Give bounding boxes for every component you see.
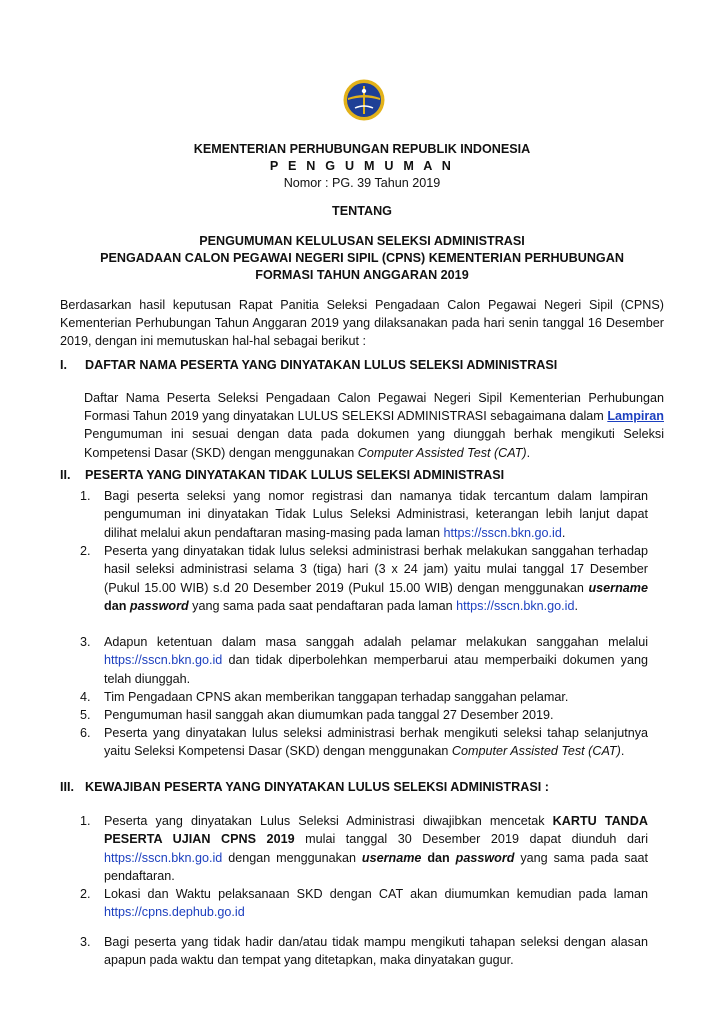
sscn-link[interactable]: https://sscn.bkn.go.id [104, 850, 223, 865]
body-italic-text: Computer Assisted Test (CAT) [451, 744, 621, 759]
about-label: TENTANG [332, 204, 392, 218]
kemenhub-emblem-icon [342, 78, 386, 122]
item-number: 4. [80, 690, 91, 704]
username-text: username [588, 580, 648, 595]
body-text: . [526, 445, 531, 460]
username-text: username [361, 850, 422, 865]
item-number: 3. [80, 935, 91, 949]
password-text: password [455, 850, 515, 865]
item-number: 1. [80, 489, 91, 503]
body-text: . [561, 525, 566, 540]
body-text: Daftar Nama Peserta Seleksi Pengadaan Calon Pegawai Negeri Sipil Kementerian Perhubungan Formasi Tahun 2019 yang dinyatakan LULUS SELEKSI ADMINISTRASI sebagaimana dalam [84, 391, 664, 424]
item-text: Pengumuman hasil sanggah akan diumumkan pada tanggal 27 Desember 2019. [104, 708, 554, 722]
item-text: Bagi peserta yang tidak hadir dan/atau tidak mampu mengikuti tahapan seleksi dengan alasan apapun pada waktu dan tempat yang ditetapkan, maka dinyatakan gugur. [104, 935, 648, 968]
item-text [104, 633, 648, 688]
item-text: Tim Pengadaan CPNS akan memberikan tanggapan terhadap sanggahan pelamar. [104, 690, 569, 704]
body-text: Pengumuman ini sesuai dengan data pada dokumen yang diunggah berhak mengikuti Seleksi Kompetensi Dasar (SKD) dengan menggunakan [84, 427, 664, 460]
and-text: dan [104, 598, 130, 613]
password-text: password [129, 598, 189, 613]
item-text [104, 542, 648, 615]
sscn-link[interactable]: https://sscn.bkn.go.id [104, 653, 223, 668]
sscn-link[interactable]: https://sscn.bkn.go.id [456, 598, 575, 613]
doc-title-line-3: FORMASI TAHUN ANGGARAN 2019 [255, 268, 469, 282]
body-text: mulai tanggal 30 Desember 2019 dapat diunduh dari [294, 832, 648, 847]
doc-title-line-2: PENGADAAN CALON PEGAWAI NEGERI SIPIL (CPNS) KEMENTERIAN PERHUBUNGAN [100, 251, 624, 265]
doc-title-line-1: PENGUMUMAN KELULUSAN SELEKSI ADMINISTRASI [199, 234, 525, 248]
org-name: KEMENTERIAN PERHUBUNGAN REPUBLIK INDONESIA [193, 142, 531, 156]
section-number: III. [60, 780, 74, 794]
body-text: Bagi peserta seleksi yang nomor registrasi dan namanya tidak tercantum dalam lampiran pengumuman ini dinyatakan Tidak Lulus Seleksi Administrasi, keterangan lebih lanjut dapat dilihat melalui akun pendaftaran masing-masing pada laman [104, 489, 648, 540]
body-text: Lokasi dan Waktu pelaksanaan SKD dengan CAT akan diumumkan kemudian pada laman [104, 887, 648, 901]
section-1-body [84, 389, 664, 462]
body-italic-text: Computer Assisted Test (CAT) [357, 445, 527, 460]
doc-number: Nomor : PG. 39 Tahun 2019 [283, 176, 441, 190]
item-text [104, 812, 648, 885]
item-number: 2. [80, 887, 91, 901]
body-text: dengan menggunakan [222, 850, 362, 865]
section-number: II. [60, 468, 71, 482]
body-text: dan tidak diperbolehkan memperbarui atau memperbaiki dokumen yang telah diunggah. [104, 653, 648, 686]
body-text: Peserta yang dinyatakan lulus seleksi administrasi berhak mengikuti seleksi tahap selanjutnya yaitu Seleksi Kompetensi Dasar (SKD) dengan menggunakan [104, 726, 648, 759]
body-text: Peserta yang dinyatakan tidak lulus seleksi administrasi berhak melakukan sanggahan terhadap hasil seleksi administrasi selama 3 (tiga) hari (3 x 24 jam) yaitu mulai tanggal 17 Desember (Pukul 15.00 WIB) s.d 20 Desember 2019 (Pukul 15.00 WIB) dengan menggunakan [104, 544, 648, 595]
item-text [104, 885, 648, 922]
item-text [104, 487, 648, 542]
section-title: KEWAJIBAN PESERTA YANG DINYATAKAN LULUS SELEKSI ADMINISTRASI : [85, 780, 549, 794]
sscn-link[interactable]: https://sscn.bkn.go.id [443, 525, 562, 540]
item-text [104, 724, 648, 761]
lampiran-link[interactable]: Lampiran [607, 409, 664, 424]
item-number: 2. [80, 544, 91, 558]
and-text: dan [421, 850, 456, 865]
section-title: PESERTA YANG DINYATAKAN TIDAK LULUS SELEKSI ADMINISTRASI [85, 468, 505, 482]
body-text: yang sama pada saat pendaftaran. [104, 850, 649, 883]
exam-card-text: KARTU TANDA PESERTA UJIAN CPNS 2019 [104, 814, 648, 847]
body-text: Adapun ketentuan dalam masa sanggah adalah pelamar melakukan sanggahan melalui [104, 635, 648, 649]
body-text: yang sama pada saat pendaftaran pada laman [188, 598, 457, 613]
item-number: 5. [80, 708, 91, 722]
body-text: . [620, 744, 625, 759]
doc-type: P E N G U M U M A N [269, 159, 455, 173]
item-number: 1. [80, 814, 91, 828]
section-title: DAFTAR NAMA PESERTA YANG DINYATAKAN LULUS SELEKSI ADMINISTRASI [85, 358, 558, 372]
intro-paragraph: Berdasarkan hasil keputusan Rapat Panitia Seleksi Pengadaan Calon Pegawai Negeri Sipil (CPNS) Kementerian Perhubungan Tahun Anggaran 2019 yang dilaksanakan pada hari senin tanggal 16 Desember 2019, dengan ini memutuskan hal-hal sebagai berikut : [60, 298, 664, 349]
body-text: Peserta yang dinyatakan Lulus Seleksi Administrasi diwajibkan mencetak [104, 814, 553, 828]
dephub-link[interactable]: https://cpns.dephub.go.id [104, 905, 245, 920]
item-number: 3. [80, 635, 91, 649]
item-number: 6. [80, 726, 91, 740]
section-number: I. [60, 358, 67, 372]
body-text: . [574, 598, 578, 613]
